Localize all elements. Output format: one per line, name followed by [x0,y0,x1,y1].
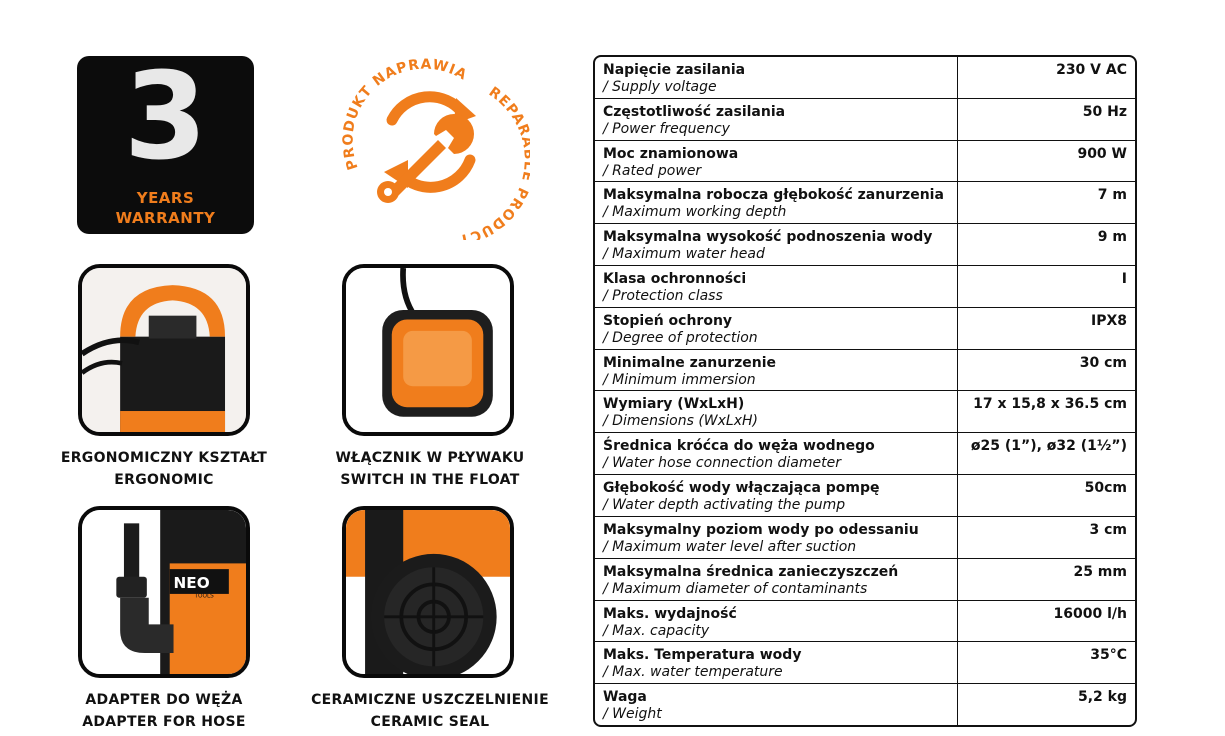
spec-table-body [595,57,1135,725]
feature-ergonomic-caption [40,447,288,491]
spec-value: 7 m [958,182,1136,224]
spec-value: 17 x 15,8 x 36.5 cm [958,391,1136,433]
spec-label-en: / Maximum diameter of contaminants [603,580,868,597]
warranty-number: 3 [123,48,208,187]
spec-value: 35°C [958,642,1136,684]
spec-value: 3 cm [958,516,1136,558]
spec-value: 230 V AC [958,57,1136,98]
spec-row [595,140,1135,182]
spec-label-pl: Minimalne zanurzenie [603,354,777,371]
spec-label-en: / Maximum water head [603,246,765,263]
reparable-product-badge [330,50,530,240]
spec-value: 5,2 kg [958,684,1136,725]
spec-row [595,433,1135,475]
spec-label-en: / Dimensions (WxLxH) [603,413,758,430]
feature-float-switch-en: SWITCH IN THE FLOAT [340,472,520,488]
spec-row [595,224,1135,266]
spec-label-pl: Wymiary (WxLxH) [603,396,745,413]
warranty-years-label: YEARS [136,189,195,207]
feature-ergonomic-pl: ERGONOMICZNY KSZTAŁT [60,450,268,466]
spec-label-en: / Minimum immersion [603,371,756,388]
spec-label-pl: Klasa ochronności [603,271,747,288]
spec-label-en: / Power frequency [603,120,730,137]
feature-float-switch-pl: WŁĄCZNIK W PŁYWAKU [335,450,525,466]
feature-float-switch-image [342,264,514,436]
spec-label-en: / Max. capacity [603,622,710,639]
spec-row [595,307,1135,349]
spec-row [595,98,1135,140]
spec-row [595,57,1135,98]
feature-hose-adapter-pl: ADAPTER DO WĘŻA [85,692,243,708]
spec-label-cell [595,642,958,684]
specifications-table [593,55,1137,727]
feature-hose-adapter-caption [40,689,288,733]
spec-label-cell [595,182,958,224]
spec-value: 900 W [958,140,1136,182]
spec-row [595,391,1135,433]
neo-logo-sub: TOOLS [194,593,214,600]
badge-right-text: REPA PRODUCT [457,84,530,240]
spec-label-cell [595,475,958,517]
spec-value: 25 mm [958,558,1136,600]
spec-label-pl: Stopień ochrony [603,312,733,329]
feature-hose-adapter-en: ADAPTER FOR HOSE [82,714,246,730]
spec-row [595,558,1135,600]
spec-label-cell [595,266,958,308]
spec-label-en: / Rated power [603,162,702,179]
spec-label-pl: Maks. Temperatura wody [603,647,802,664]
spec-label-cell [595,224,958,266]
feature-ceramic-seal-image [342,506,514,678]
spec-label-pl: Maksymalna średnica zanieczyszczeń [603,563,899,580]
spec-label-en: / Max. water temperature [603,664,783,681]
spec-row [595,475,1135,517]
spec-label-en: / Maximum working depth [603,204,787,221]
spec-value: ø25 (1”), ø32 (1½”) [958,433,1136,475]
spec-label-cell [595,391,958,433]
spec-label-cell [595,140,958,182]
spec-value: 50 Hz [958,98,1136,140]
spec-label-en: / Maximum water level after suction [603,538,857,555]
spec-label-pl: Moc znamionowa [603,145,739,162]
feature-ergonomic-en: ERGONOMIC [114,472,214,488]
spec-label-cell [595,57,958,98]
feature-ceramic-seal-en: CERAMIC SEAL [370,714,490,730]
spec-value: I [958,266,1136,308]
spec-label-cell [595,433,958,475]
spec-label-cell [595,516,958,558]
spec-row [595,182,1135,224]
warranty-badge [77,48,254,234]
spec-row [595,642,1135,684]
feature-ceramic-seal-caption [300,689,560,733]
spec-label-cell [595,98,958,140]
spec-value: 50cm [958,475,1136,517]
spec-label-cell [595,349,958,391]
spec-row [595,684,1135,725]
spec-label-cell [595,600,958,642]
spec-label-en: / Supply voltage [603,79,717,95]
spec-row [595,516,1135,558]
spec-label-pl: Głębokość wody włączająca pompę [603,480,880,497]
spec-label-pl: Napięcie zasilania [603,62,746,78]
spec-label-en: / Protection class [603,288,723,305]
spec-value: 16000 l/h [958,600,1136,642]
spec-row [595,349,1135,391]
feature-ceramic-seal-pl: CERAMICZNE USZCZELNIENIE [311,692,549,708]
spec-label-pl: Częstotliwość zasilania [603,103,786,120]
warranty-label: WARRANTY [115,209,216,227]
spec-label-en: / Water hose connection diameter [603,455,841,472]
spec-label-pl: Waga [603,689,647,706]
feature-float-switch-caption [318,447,542,491]
spec-label-pl: Maksymalna wysokość podnoszenia wody [603,229,933,246]
spec-row [595,600,1135,642]
spec-label-pl: Maks. wydajność [603,605,737,622]
spec-value: IPX8 [958,307,1136,349]
feature-ergonomic-image [78,264,250,436]
spec-label-cell [595,684,958,725]
spec-label-en: / Degree of protection [603,329,758,346]
spec-label-pl: Maksymalna robocza głębokość zanurzenia [603,187,944,204]
spec-label-en: / Weight [603,706,662,723]
spec-value: 30 cm [958,349,1136,391]
spec-label-en: / Water depth activating the pump [603,497,846,514]
spec-label-pl: Średnica króćca do węża wodnego [603,438,875,455]
feature-hose-adapter-image [78,506,250,678]
neo-logo: NEO [173,574,210,593]
spec-label-pl: Maksymalny poziom wody po odessaniu [603,521,919,538]
badge-top-text: PRODUKT NAPRAWIA [340,56,470,172]
spec-row [595,266,1135,308]
spec-label-cell [595,558,958,600]
spec-value: 9 m [958,224,1136,266]
spec-label-cell [595,307,958,349]
